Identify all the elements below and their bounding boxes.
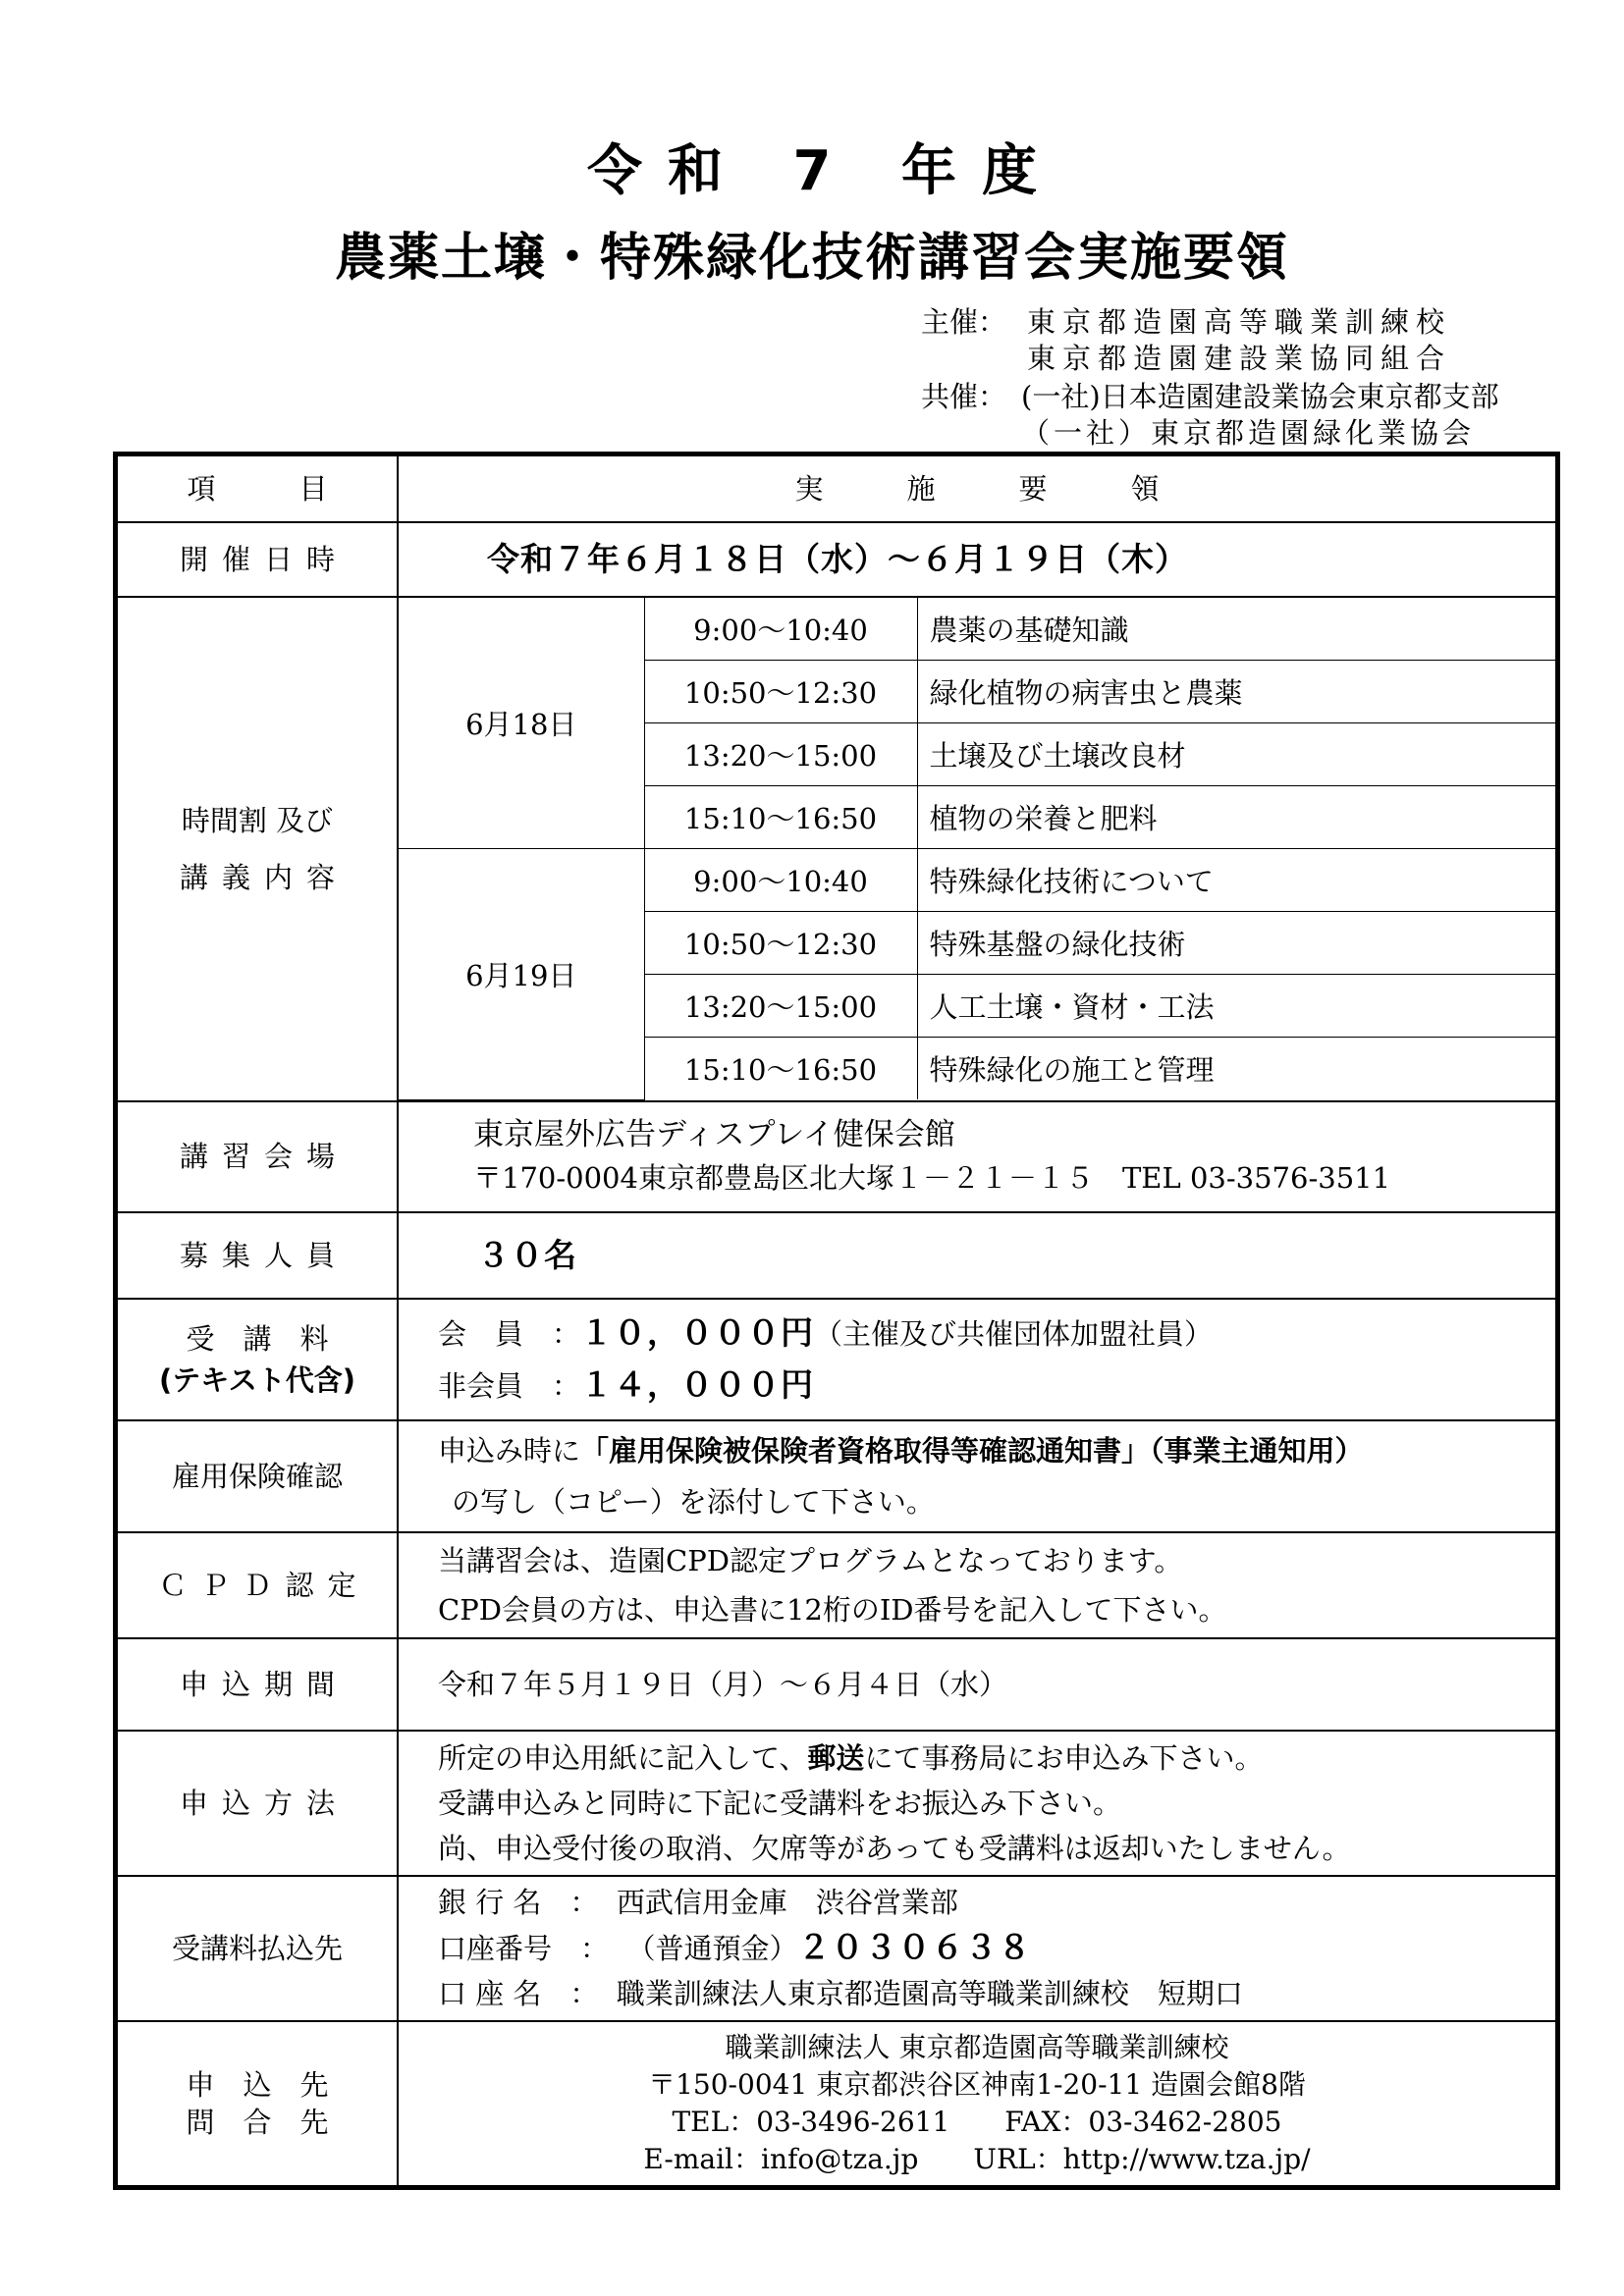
account-type: （普通預金） [626,1932,798,1965]
row-bank [117,1876,1556,2021]
session-subject: 特殊緑化技術について [917,849,1555,912]
session-subject: 土壌及び土壌改良材 [917,723,1555,786]
fee-nonmember-value: １４，０００円 [580,1364,815,1404]
value-bank [398,1876,1556,2021]
session-time: 13:20～15:00 [644,975,917,1038]
label-date: 開催日時 [117,522,398,597]
label-contact [117,2021,398,2186]
row-schedule [117,597,1556,1101]
session-time: 9:00～10:40 [644,598,917,661]
schedule-cell [398,597,1556,1101]
label-contact-line2: 問 合 先 [186,2105,329,2139]
organizer-cohost-2: （一社）東京都造園緑化業協会 [1021,416,1476,450]
label-schedule-line2: 講義内容 [179,860,349,894]
label-schedule-line1: 時間割 及び [181,803,334,837]
value-venue [398,1101,1556,1212]
table-row [399,849,1555,912]
fee-member [438,1314,1555,1353]
label-fee-line2: (テキスト代含) [159,1362,355,1397]
label-schedule [117,597,398,1101]
row-date [117,522,1556,597]
contact-email-url: E-mail：info@tza.jp URL：http://www.tza.jp/ [643,2142,1311,2175]
venue-name: 東京屋外広告ディスプレイ健保会館 [473,1117,955,1152]
document-title: 農薬土壌・特殊緑化技術講習会実施要領 [334,229,1289,288]
organizer-host-1: 東京都造園高等職業訓練校 [1027,305,1452,339]
account-number: ２０３０６３８ [797,1928,1032,1966]
organizer-role-host: 主催： [921,305,1007,339]
insurance-line2: の写し（コピー）を添付して下さい。 [452,1484,935,1519]
bank-name-line [438,1884,1555,1921]
row-fee [117,1299,1556,1420]
venue-address: 〒170-0004東京都豊島区北大塚１－２１－１５ TEL 03-3576-3511 [473,1161,1391,1195]
bank-label: 銀 行 名 ： [438,1886,599,1919]
session-subject: 農薬の基礎知識 [917,598,1555,661]
session-time: 13:20～15:00 [644,723,917,786]
schedule-table [399,598,1555,1100]
contact-address: 〒150-0041 東京都渋谷区神南1-20-11 造園会館8階 [648,2067,1306,2101]
value-cpd [398,1532,1556,1638]
bank-value: 西武信用金庫 渋谷営業部 [616,1886,958,1919]
organizer-role-cohost: 共催： [921,380,1007,413]
value-insurance [398,1420,1556,1532]
fee-nonmember [438,1366,1555,1405]
day-2: 6月19日 [399,849,644,1100]
fee-member-value: １０，０００円 [580,1312,815,1352]
label-fee-line1: 受 講 料 [186,1321,329,1356]
label-period: 申込期間 [117,1638,398,1731]
label-capacity: 募集人員 [117,1212,398,1299]
label-bank: 受講料払込先 [117,1876,398,2021]
bank-holder-line [438,1975,1555,2012]
holder-value: 職業訓練法人東京都造園高等職業訓練校 短期口 [616,1977,1243,2010]
value-date: 令和７年６月１８日（水）～６月１９日（木） [398,522,1556,597]
session-subject: 緑化植物の病害虫と農薬 [917,661,1555,723]
session-subject: 植物の栄養と肥料 [917,786,1555,849]
label-fee [117,1299,398,1420]
session-subject: 特殊緑化の施工と管理 [917,1038,1555,1100]
document-year: 令和 7 年度 [587,139,1062,203]
table-row [399,598,1555,661]
session-time: 9:00～10:40 [644,849,917,912]
program-table [116,454,1557,2187]
row-venue [117,1101,1556,1212]
insurance-line1 [438,1432,1555,1469]
header-item: 項 目 [117,455,398,522]
value-method [398,1731,1556,1876]
cpd-line1: 当講習会は、造園CPD認定プログラムとなっております。 [438,1543,1183,1577]
session-time: 10:50～12:30 [644,661,917,723]
fee-nonmember-label: 非会員 ： [438,1368,581,1403]
holder-label: 口 座 名 ： [438,1977,599,2010]
table-header-row [117,455,1556,522]
row-cpd [117,1532,1556,1638]
fee-member-note: （主催及び共催団体加盟社員） [814,1316,1214,1351]
value-fee [398,1299,1556,1420]
value-capacity: ３０名 [398,1212,1556,1299]
row-insurance [117,1420,1556,1532]
session-subject: 特殊基盤の緑化技術 [917,912,1555,975]
session-time: 10:50～12:30 [644,912,917,975]
session-subject: 人工土壌・資材・工法 [917,975,1555,1038]
method-line1-post: にて事務局にお申込み下さい。 [864,1740,1264,1775]
row-period [117,1638,1556,1731]
contact-phone-fax: TEL：03-3496-2611 FAX：03-3462-2805 [672,2105,1282,2138]
value-period: 令和７年５月１９日（月）～６月４日（水） [398,1638,1556,1731]
label-insurance: 雇用保険確認 [117,1420,398,1532]
label-venue: 講習会場 [117,1101,398,1212]
method-line3: 尚、申込受付後の取消、欠席等があっても受講料は返却いたしません。 [438,1831,1351,1865]
method-mail: 郵送 [807,1740,865,1775]
day-1: 6月18日 [399,598,644,849]
insurance-line1-pre: 申込み時に [438,1433,581,1468]
method-line1-pre: 所定の申込用紙に記入して、 [438,1740,808,1775]
label-cpd: ＣＰＤ認定 [117,1532,398,1638]
value-contact [398,2021,1556,2186]
bank-account-line [438,1929,1555,1967]
account-label: 口座番号 ： [438,1932,610,1965]
organizer-cohost-1: (一社)日本造園建設業協会東京都支部 [1021,380,1499,413]
method-line2: 受講申込みと同時に下記に受講料をお振込み下さい。 [438,1786,1122,1820]
cpd-line2: CPD会員の方は、申込書に12桁のID番号を記入して下さい。 [438,1592,1227,1627]
organizer-host-2: 東京都造園建設業協同組合 [1027,342,1452,375]
row-method [117,1731,1556,1876]
row-contact [117,2021,1556,2186]
insurance-document-name: 「雇用保険被保険者資格取得等確認通知書」（事業主通知用） [580,1433,1364,1468]
method-line1 [438,1739,1555,1777]
label-contact-line1: 申 込 先 [186,2067,329,2102]
header-details: 実 施 要 領 [398,455,1556,522]
contact-org: 職業訓練法人 東京都造園高等職業訓練校 [725,2030,1229,2063]
session-time: 15:10～16:50 [644,1038,917,1100]
session-time: 15:10～16:50 [644,786,917,849]
row-capacity [117,1212,1556,1299]
label-method: 申込方法 [117,1731,398,1876]
fee-member-label: 会 員 ： [438,1316,581,1351]
